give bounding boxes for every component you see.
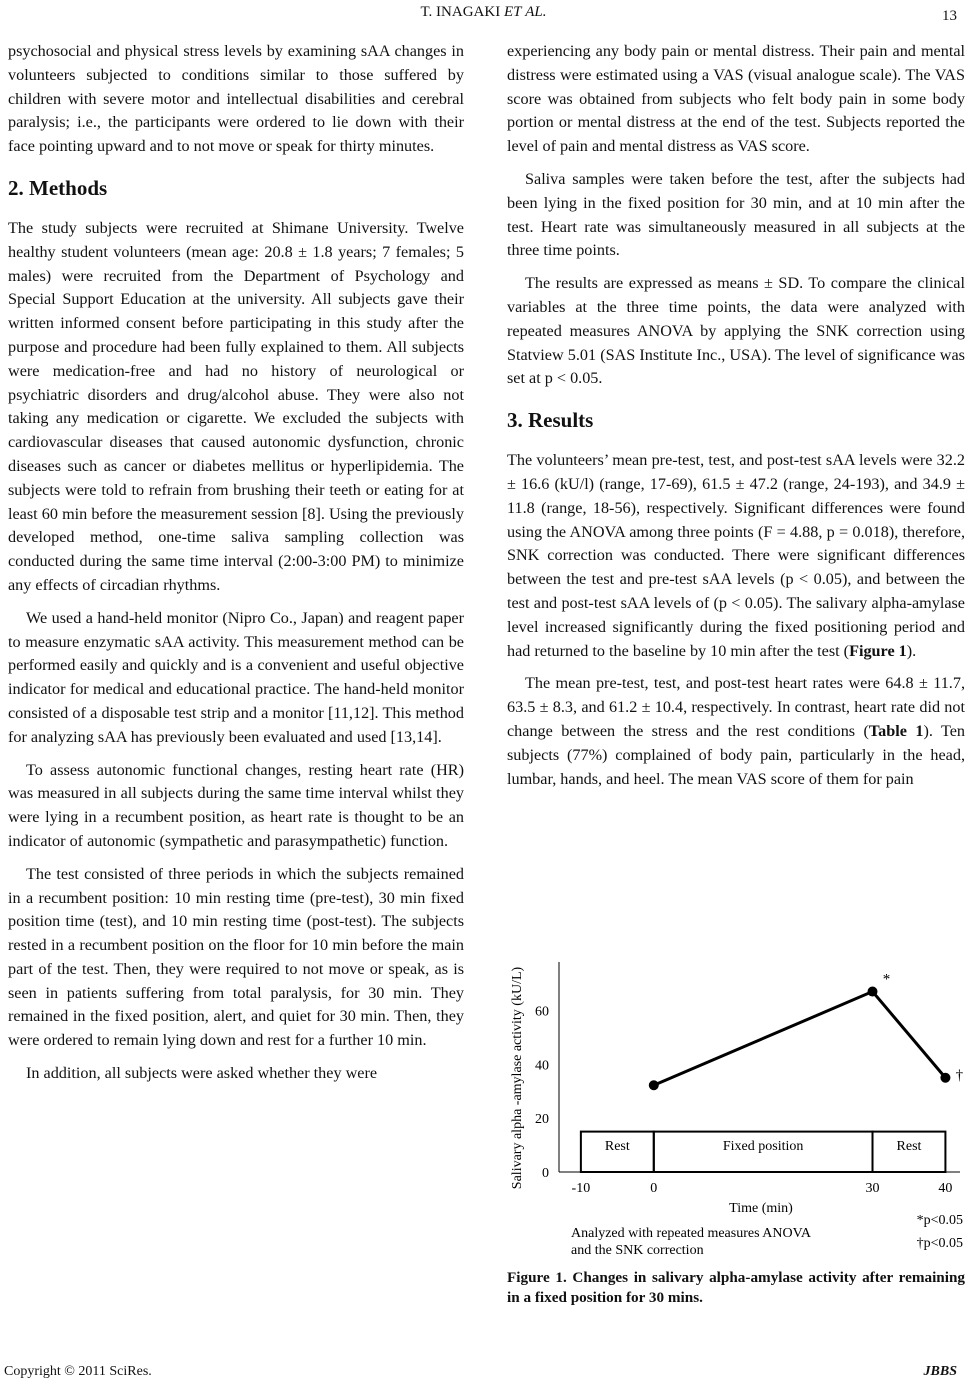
author-name: T. INAGAKI <box>420 4 504 20</box>
methods-paragraph-8: The results are expressed as means ± SD. To compare the clinical variables at the three time points, the data were analyzed with repeated measures ANOVA by applying the SNK correction using Statview 5.01 (SAS Institute Inc., USA). The level of significance was set at p < 0.05. <box>507 274 965 388</box>
x-tick-label: 0 <box>650 1181 658 1196</box>
results-heading: 3. Results <box>507 408 594 433</box>
period-label-2: Fixed position <box>722 1138 804 1154</box>
methods-paragraph-4: The test consisted of three periods in which the subjects remained in a recumbent position: 10 min resting time (pre-test), 30 min fixed position time (test), and 10 min resting time (post-test). The subjects rested in a recumbent position on the floor for 10 min before the main part of the test. Then, they were required to not move or speak, as is seen in patients suffering from total paralysis, for 30 min. They remained in the fixed position, alert, and quiet for 30 min. Then, they were ordered to remain lying down and rest for a further 10 min. <box>8 864 464 1050</box>
copyright-notice: Copyright © 2011 SciRes. <box>4 1364 152 1379</box>
results-p2-end: ). Ten subjects (77%) complained of body pain, particularly in the head, lumbar, hands, and heel. The mean VAS score of them for pain <box>507 721 965 788</box>
sAA-line-chart <box>507 950 965 1268</box>
author-al: AL. <box>525 4 547 20</box>
methods-paragraph-2: We used a hand-held monitor (Nipro Co., Japan) and reagent paper to measure enzymatic sAA activity. This measurement method can be performed easily and quickly and is a convenient and useful objective indicator for medical and educational practice. The hand-held monitor consisted of a disposable test strip and a monitor [11,12]. This method for analyzing sAA has previously been evaluated and used [13,14]. <box>8 608 464 746</box>
right-column <box>507 40 965 800</box>
significance-star: * <box>882 971 891 988</box>
stat-note-line-1: Analyzed with repeated measures ANOVA <box>571 1226 812 1241</box>
legend-dagger: †p<0.05 <box>916 1236 963 1251</box>
period-label-1: Rest <box>604 1138 630 1154</box>
figure-reference: Figure 1 <box>849 641 907 660</box>
results-paragraph-1 <box>507 449 965 663</box>
data-point-1 <box>649 1080 659 1090</box>
page-footer <box>0 1364 967 1384</box>
methods-paragraph-3: To assess autonomic functional changes, resting heart rate (HR) was measured in all subjects during the same time interval whilst they were lying in a recumbent position, as heart rate is thought to be an indicator of autonomic (sympathetic and parasympathetic) function. <box>8 760 464 850</box>
author-et: ET <box>503 4 522 20</box>
y-axis-label: Salivary alpha -amylase activity (kU/L) <box>510 966 525 1190</box>
y-tick-label: 20 <box>535 1112 549 1128</box>
x-tick-label: 40 <box>938 1181 953 1196</box>
methods-paragraph-6: experiencing any body pain or mental distress. Their pain and mental distress were estimated using a VAS (visual analogue scale). The VAS score was obtained from subjects who felt body pain in some body portion or mental distress at the end of the test. Subjects reported the level of pain and mental distress as VAS score. <box>507 42 965 156</box>
table-reference: Table 1 <box>868 721 924 740</box>
intro-paragraph: psychosocial and physical stress levels by examining sAA changes in volunteers subjected to conditions similar to those suffered by children with severe motor and intellectual disabilities and cerebral paralysis; i.e., the participants were ordered to lie down with their face pointing upward and to not move or speak for thirty minutes. <box>8 42 464 156</box>
results-p1-end: ). <box>906 641 917 660</box>
x-tick-label: 30 <box>865 1181 880 1196</box>
legend-star: *p<0.05 <box>916 1213 963 1228</box>
methods-paragraph-1: The study subjects were recruited at Shimane University. Twelve healthy student volunteers (mean age: 20.8 ± 1.8 years; 7 females; 5 males) were recruited from the Department of Psychology and Special Support Education at the university. All subjects gave their written informed consent before participating in this study after the purpose and procedure had been fully explained to them. All subjects were medication-free and had no history of neurological or psychiatric disorders and drug/alcohol abuse. They were also not taking any medication or cigarette. We excluded the subjects with cardiovascular diseases that caused autonomic dysfunction, chronic diseases such as cancer or diabetes mellitus or hyperlipidemia. The subjects were told to refrain from brushing their teeth or eating for at least 60 min before the measurement session [8]. Using the previously developed method, one-time saliva sampling collection was conducted during the same time interval (2:00-3:00 PM) to minimize any effects of circadian rhythms. <box>8 218 464 594</box>
data-point-2 <box>868 987 878 997</box>
x-axis-label: Time (min) <box>729 1201 793 1216</box>
y-tick-label: 40 <box>535 1058 549 1074</box>
figure-caption: Figure 1. Changes in salivary alpha-amylase activity after remaining in a fixed position for 30 mins. <box>507 1269 965 1306</box>
methods-paragraph-5: In addition, all subjects were asked whether they were <box>26 1064 378 1083</box>
left-column <box>8 40 464 1095</box>
running-author <box>0 4 967 21</box>
journal-abbrev: JBBS <box>923 1364 957 1379</box>
page-header <box>0 4 967 28</box>
results-p1-text: The volunteers’ mean pre-test, test, and post-test sAA levels were 32.2 ± 16.6 (kU/l) (range, 17-69), 61.5 ± 47.2 (range, 24-193), and 34.9 ± 11.8 (range, 18-56), respectively. Significant differences were found using the ANOVA among three points (F = 4.88, p = 0.018), therefore, SNK correction was conducted. There were significant differences between the test and pre-test sAA levels (p < 0.05), and between the test and post-test sAA levels of (p < 0.05). The salivary alpha-amylase level increased significantly during the fixed positioning period and had returned to the baseline by 10 min after the test ( <box>507 451 965 660</box>
period-label-3: Rest <box>896 1138 922 1154</box>
figure-1 <box>507 950 965 1295</box>
series-line <box>654 992 946 1086</box>
stat-note-line-2: and the SNK correction <box>571 1243 704 1258</box>
y-tick-label: 60 <box>535 1004 549 1020</box>
methods-paragraph-7: Saliva samples were taken before the test, after the subjects had been lying in the fixed position for 30 min, and at 10 min after the test. Heart rate was simultaneously measured in all subjects at the three time points. <box>507 169 965 260</box>
x-tick-label: -10 <box>571 1181 591 1196</box>
methods-heading: 2. Methods <box>8 175 108 200</box>
y-tick-label: 0 <box>542 1166 549 1181</box>
significance-dagger: † <box>955 1067 964 1084</box>
data-point-3 <box>940 1073 950 1083</box>
page-number: 13 <box>942 8 957 24</box>
results-p2-text: The mean pre-test, test, and post-test heart rates were 64.8 ± 11.7, 63.5 ± 8.3, and 61.2 ± 10.4, respectively. In contrast, heart rate did not change between the stress and the rest conditions ( <box>507 674 965 740</box>
results-paragraph-2 <box>507 672 965 791</box>
